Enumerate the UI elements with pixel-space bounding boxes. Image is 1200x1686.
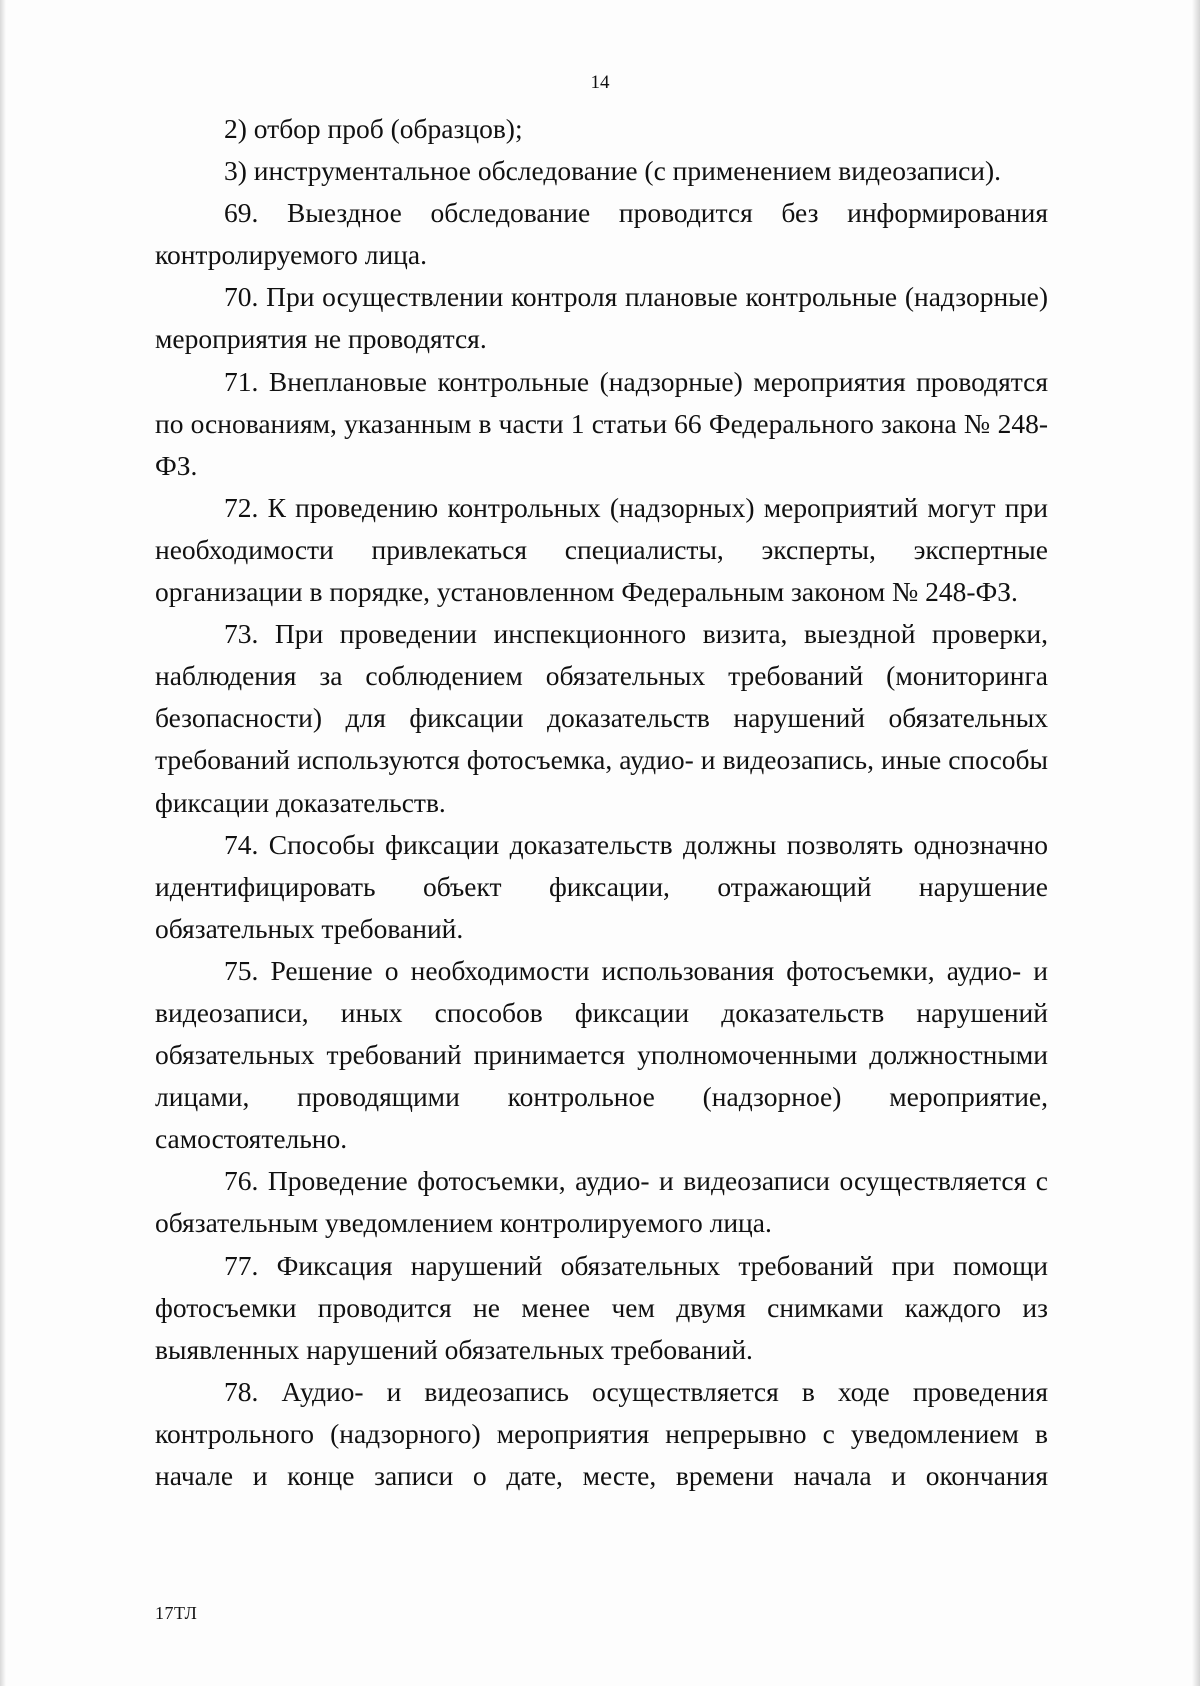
paragraph-70: 70. При осуществлении контроля плановые контрольные (надзорные) мероприятия не проводятся. — [155, 281, 1048, 355]
document-body — [155, 108, 1048, 1497]
paragraph-76: 76. Проведение фотосъемки, аудио- и видеозаписи осуществляется с обязательным уведомлением контролируемого лица. — [155, 1165, 1048, 1239]
paragraph-71: 71. Внеплановые контрольные (надзорные) мероприятия проводятся по основаниям, указанным в части 1 статьи 66 Федерального закона № 248-ФЗ. — [155, 365, 1048, 481]
footer-document-code: 17ТЛ — [155, 1603, 198, 1623]
paragraph-74: 74. Способы фиксации доказательств должны позволять однозначно идентифицировать объект фиксации, отражающий нарушение обязательных требований. — [155, 828, 1048, 944]
scan-edge-right — [1192, 0, 1200, 1686]
scan-edge-left — [0, 0, 6, 1686]
paragraph-69: 69. Выездное обследование проводится без информирования контролируемого лица. — [155, 197, 1048, 271]
paragraph-77: 77. Фиксация нарушений обязательных требований при помощи фотосъемки проводится не менее чем двумя снимками каждого из выявленных нарушений обязательных требований. — [155, 1249, 1048, 1365]
paragraph-75: 75. Решение о необходимости использования фотосъемки, аудио- и видеозаписи, иных способов фиксации доказательств нарушений обязательных требований принимается уполномоченными должностными лицами, проводящими контрольное (надзорное) мероприятие, самостоятельно. — [155, 954, 1048, 1155]
paragraph-item-3: 3) инструментальное обследование (с применением видеозаписи). — [224, 155, 1002, 187]
page-number: 14 — [590, 72, 610, 93]
paragraph-item-2: 2) отбор проб (образцов); — [224, 113, 523, 144]
paragraph-73: 73. При проведении инспекционного визита, выездной проверки, наблюдения за соблюдением обязательных требований (мониторинга безопасности) для фиксации доказательств нарушений обязательных требований используются фотосъемка, аудио- и видеозапись, иные способы фиксации доказательств. — [155, 618, 1048, 818]
paragraph-78: 78. Аудио- и видеозапись осуществляется в ходе проведения контрольного (надзорного) мероприятия непрерывно с уведомлением в начале и конце записи о дате, месте, времени начала и окончания — [155, 1375, 1048, 1491]
paragraph-72: 72. К проведению контрольных (надзорных) мероприятий могут при необходимости привлекаться специалисты, эксперты, экспертные организации в порядке, установленном Федеральным законом № 248-ФЗ. — [155, 491, 1048, 608]
